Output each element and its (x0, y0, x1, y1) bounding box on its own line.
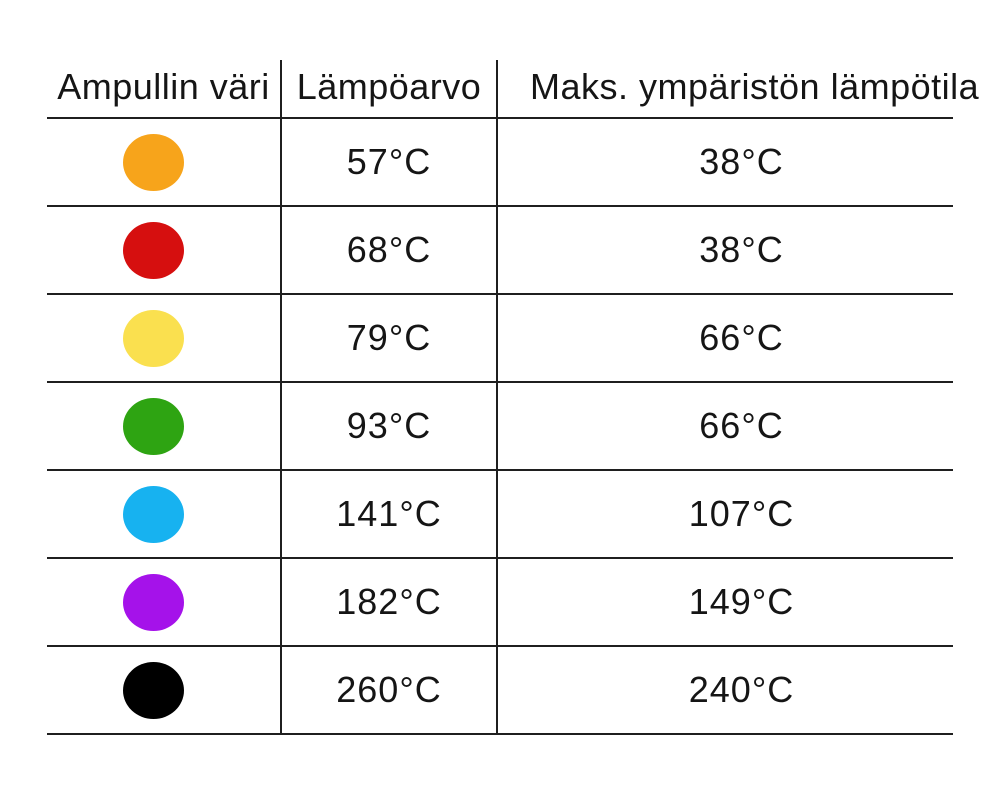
color-cell (47, 294, 281, 382)
temp-rating-cell: 57°C (281, 118, 497, 206)
max-ambient-cell: 66°C (497, 294, 953, 382)
color-cell (47, 646, 281, 734)
table-row (47, 206, 953, 294)
ampoule-color-swatch (123, 398, 184, 455)
ampoule-color-swatch (123, 662, 184, 719)
table-row (47, 470, 953, 558)
max-ambient-cell: 149°C (497, 558, 953, 646)
ampoule-temperature-table (47, 60, 980, 735)
table-row (47, 118, 953, 206)
color-cell (47, 558, 281, 646)
temp-rating-cell: 260°C (281, 646, 497, 734)
header-temp-rating: Lämpöarvo (281, 60, 497, 118)
header-ampoule-color: Ampullin väri (47, 60, 281, 118)
ampoule-color-swatch (123, 486, 184, 543)
ampoule-color-swatch (123, 574, 184, 631)
table-row (47, 646, 953, 734)
color-cell (47, 470, 281, 558)
ampoule-color-swatch (123, 222, 184, 279)
color-cell (47, 206, 281, 294)
table-row (47, 382, 953, 470)
max-ambient-cell: 66°C (497, 382, 953, 470)
max-ambient-cell: 38°C (497, 206, 953, 294)
max-ambient-cell: 38°C (497, 118, 953, 206)
ampoule-color-swatch (123, 310, 184, 367)
table-row (47, 558, 953, 646)
temp-rating-cell: 141°C (281, 470, 497, 558)
table-row (47, 294, 953, 382)
temp-rating-cell: 79°C (281, 294, 497, 382)
max-ambient-cell: 240°C (497, 646, 953, 734)
max-ambient-cell: 107°C (497, 470, 953, 558)
temp-rating-cell: 68°C (281, 206, 497, 294)
color-cell (47, 382, 281, 470)
color-cell (47, 118, 281, 206)
header-max-ambient: Maks. ympäristön lämpötila (497, 60, 953, 118)
temp-rating-cell: 182°C (281, 558, 497, 646)
temp-rating-cell: 93°C (281, 382, 497, 470)
header-row (47, 60, 953, 118)
ampoule-color-swatch (123, 134, 184, 191)
